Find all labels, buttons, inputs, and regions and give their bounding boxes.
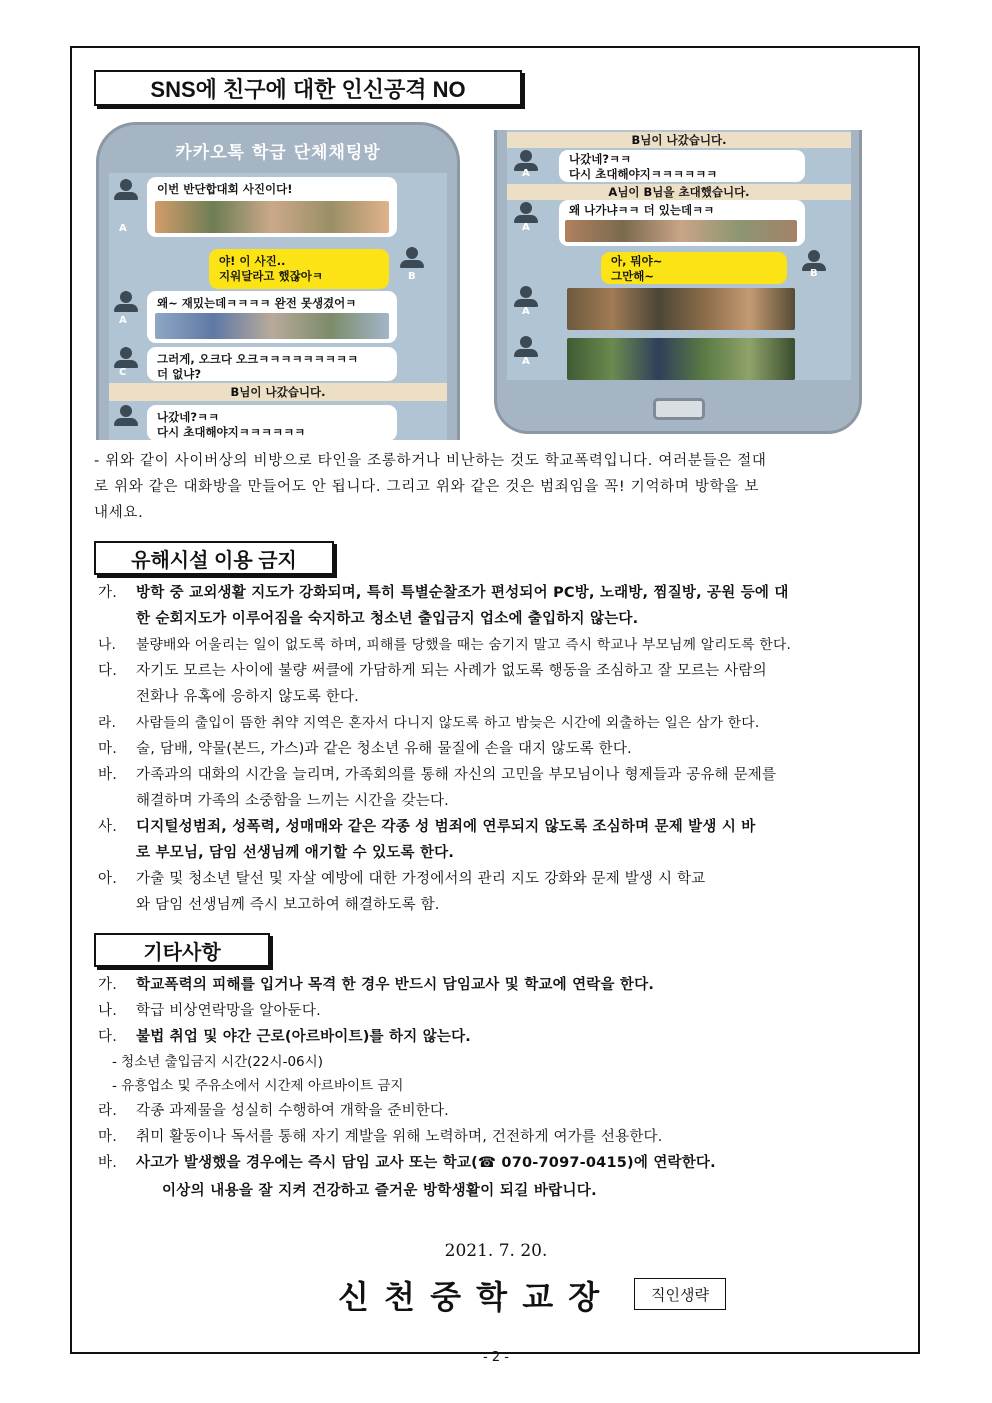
- chat-message-text: 왜~ 재밌는데ㅋㅋㅋㅋ 완전 못생겼어ㅋ: [157, 296, 357, 310]
- item-text: 불법 취업 및 야간 근로(아르바이트)를 하지 않는다.: [136, 1029, 471, 1045]
- item-text: 자기도 모르는 사이에 불량 써클에 가담하게 되는 사례가 없도록 행동을 조심하고 잘 모르는 사람의: [136, 663, 767, 679]
- chat-message-text: 이번 반단합대회 사진이다!: [157, 182, 293, 196]
- sns-paragraph-line: 로 위와 같은 대화방을 만들어도 안 됩니다. 그리고 위와 같은 것은 범죄임을 꼭! 기억하며 방학을 보: [94, 479, 760, 495]
- item-text: 가족과의 대화의 시간을 늘리며, 가족회의를 통해 자신의 고민을 부모님이나 형제들과 공유해 문제를: [136, 767, 777, 783]
- sns-paragraph-line: - 위와 같이 사이버상의 비방으로 타인을 조롱하거나 비난하는 것도 학교폭력입니다. 여러분들은 절대: [94, 453, 767, 469]
- facility-item: [98, 866, 898, 918]
- photo-thumbnail: [565, 220, 797, 242]
- photo-thumbnail: [155, 201, 389, 233]
- chat-message-mine: [209, 249, 389, 289]
- chat-message: [559, 150, 805, 182]
- document-date: 2021. 7. 20.: [444, 1241, 548, 1261]
- etc-item: [98, 1150, 898, 1176]
- photo-message: [567, 338, 795, 380]
- chat-message-text: 야! 이 사진..: [219, 254, 286, 268]
- facility-item: [98, 658, 898, 710]
- facility-item: [98, 814, 898, 866]
- etc-subitem: - 유흥업소 및 주유소에서 시간제 아르바이트 금지: [112, 1078, 404, 1094]
- section-title-facility: 유해시설 이용 금지: [94, 541, 334, 575]
- principal-name: 신 천 중 학 교 장: [338, 1278, 602, 1316]
- etc-item: [98, 1124, 898, 1150]
- chat-message-text: 왜 나가냐ㅋㅋ 더 있는데ㅋㅋ: [569, 203, 715, 217]
- etc-item: [98, 998, 898, 1024]
- avatar-label: A: [119, 315, 127, 326]
- chat-message-text: 지워달라고 했잖아ㅋ: [219, 269, 323, 283]
- avatar-a: [113, 405, 139, 439]
- avatar-label: A: [119, 223, 127, 234]
- item-marker: 다.: [98, 663, 118, 679]
- item-text: 가출 및 청소년 탈선 및 자살 예방에 대한 가정에서의 관리 지도 강화와 문제 발생 시 학교: [136, 871, 706, 887]
- seal-omitted-box: 직인생략: [634, 1278, 726, 1310]
- item-marker: 아.: [98, 871, 118, 887]
- item-text: 방학 중 교외생활 지도가 강화되며, 특히 특별순찰조가 편성되어 PC방, 노래방, 찜질방, 공원 등에 대: [136, 585, 789, 601]
- chat-message: [147, 347, 397, 381]
- facility-item: [98, 580, 898, 632]
- chat-system-notice: B님이 나갔습니다.: [109, 383, 447, 401]
- facility-item: [98, 736, 898, 762]
- chat-message-mine: [601, 252, 787, 284]
- section-title-sns: SNS에 친구에 대한 인신공격 NO: [94, 70, 522, 106]
- page-number: - 2 -: [483, 1350, 509, 1365]
- avatar-label: A: [522, 222, 530, 233]
- etc-item: [98, 1098, 898, 1124]
- photo-thumbnail: [155, 313, 389, 339]
- item-text: 학교폭력의 피해를 입거나 목격 한 경우 반드시 담임교사 및 학교에 연락을 한다.: [136, 977, 655, 993]
- closing-sentence: 이상의 내용을 잘 지켜 건강하고 즐거운 방학생활이 되길 바랍니다.: [162, 1183, 597, 1199]
- chat-screenshot-right: [494, 130, 862, 434]
- item-text: 사람들의 출입이 뜸한 취약 지역은 혼자서 다니지 않도록 하고 밤늦은 시간에 외출하는 일은 삼가 한다.: [136, 715, 760, 731]
- chat-message-text: 더 없냐?: [157, 367, 202, 381]
- chat-message-text: 다시 초대해야지ㅋㅋㅋㅋㅋㅋ: [569, 167, 718, 181]
- chat-message-text: 그만해~: [611, 269, 654, 283]
- chat-screenshot-left: [96, 122, 460, 440]
- item-text: 한 순회지도가 이루어짐을 숙지하고 청소년 출입금지 업소에 출입하지 않는다.: [136, 611, 639, 627]
- item-marker: 라.: [98, 715, 117, 731]
- item-marker: 사.: [98, 819, 118, 835]
- item-text: 학급 비상연락망을 알아둔다.: [136, 1003, 321, 1019]
- chat-message: [559, 200, 805, 246]
- item-text: 디지털성범죄, 성폭력, 성매매와 같은 각종 성 범죄에 연루되지 않도록 조심하며 문제 발생 시 바: [136, 819, 756, 835]
- facility-item: [98, 762, 898, 814]
- chat-system-notice: B님이 나갔습니다.: [507, 132, 851, 148]
- item-text: 전화나 유혹에 응하지 않도록 한다.: [136, 689, 359, 705]
- sns-paragraph-line: 내세요.: [94, 505, 144, 521]
- chat-header: 카카오톡 학급 단체채팅방: [175, 142, 381, 163]
- avatar-label: C: [119, 367, 127, 378]
- chat-message-text: 나갔네?ㅋㅋ: [569, 152, 632, 166]
- chat-message-text: 아, 뭐야~: [611, 254, 663, 268]
- item-text: 해결하며 가족의 소중함을 느끼는 시간을 갖는다.: [136, 793, 449, 809]
- avatar-label: A: [522, 306, 530, 317]
- avatar-label: A: [522, 356, 530, 367]
- chat-message: [147, 177, 397, 237]
- chat-message-text: 다시 초대해야지ㅋㅋㅋㅋㅋㅋ: [157, 425, 306, 439]
- facility-item: [98, 632, 898, 658]
- avatar-a: [113, 179, 139, 213]
- avatar-label: B: [408, 271, 416, 282]
- section-title-etc: 기타사항: [94, 933, 270, 967]
- chat-message-text: 나갔네?ㅋㅋ: [157, 410, 220, 424]
- chat-message-text: 그러게, 오크다 오크ㅋㅋㅋㅋㅋㅋㅋㅋㅋ: [157, 352, 359, 366]
- etc-item: [98, 1024, 898, 1050]
- item-marker: 바.: [98, 1155, 118, 1171]
- item-text: 와 담임 선생님께 즉시 보고하여 해결하도록 함.: [136, 897, 440, 913]
- chat-system-notice: A님이 B님을 초대했습니다.: [507, 184, 851, 200]
- item-marker: 바.: [98, 767, 118, 783]
- item-marker: 가.: [98, 977, 118, 993]
- avatar-label: B: [810, 268, 818, 279]
- item-marker: 가.: [98, 585, 118, 601]
- item-text: 술, 담배, 약물(본드, 가스)과 같은 청소년 유해 물질에 손을 대지 않도록 한다.: [136, 741, 632, 757]
- etc-subitem: - 청소년 출입금지 시간(22시-06시): [112, 1054, 323, 1070]
- item-text: 로 부모님, 담임 선생님께 애기할 수 있도록 한다.: [136, 845, 455, 861]
- item-text: 각종 과제물을 성실히 수행하여 개학을 준비한다.: [136, 1103, 449, 1119]
- photo-message: [567, 288, 795, 330]
- phone-home-button: [653, 398, 705, 420]
- etc-item: [98, 972, 898, 998]
- item-text: 사고가 발생했을 경우에는 즉시 담임 교사 또는 학교(☎ 070-7097-0415)에 연락한다.: [136, 1155, 716, 1171]
- item-marker: 마.: [98, 741, 118, 757]
- facility-item: [98, 710, 898, 736]
- item-marker: 나.: [98, 637, 117, 653]
- item-marker: 마.: [98, 1129, 118, 1145]
- item-text: 취미 활동이나 독서를 통해 자기 계발을 위해 노력하며, 건전하게 여가를 선용한다.: [136, 1129, 663, 1145]
- item-marker: 라.: [98, 1103, 118, 1119]
- item-text: 불량배와 어울리는 일이 없도록 하며, 피해를 당했을 때는 숨기지 말고 즉시 학교나 부모님께 알리도록 한다.: [136, 637, 792, 653]
- item-marker: 다.: [98, 1029, 118, 1045]
- item-marker: 나.: [98, 1003, 118, 1019]
- chat-message: [147, 291, 397, 343]
- chat-message: [147, 405, 397, 440]
- avatar-label: A: [522, 168, 530, 179]
